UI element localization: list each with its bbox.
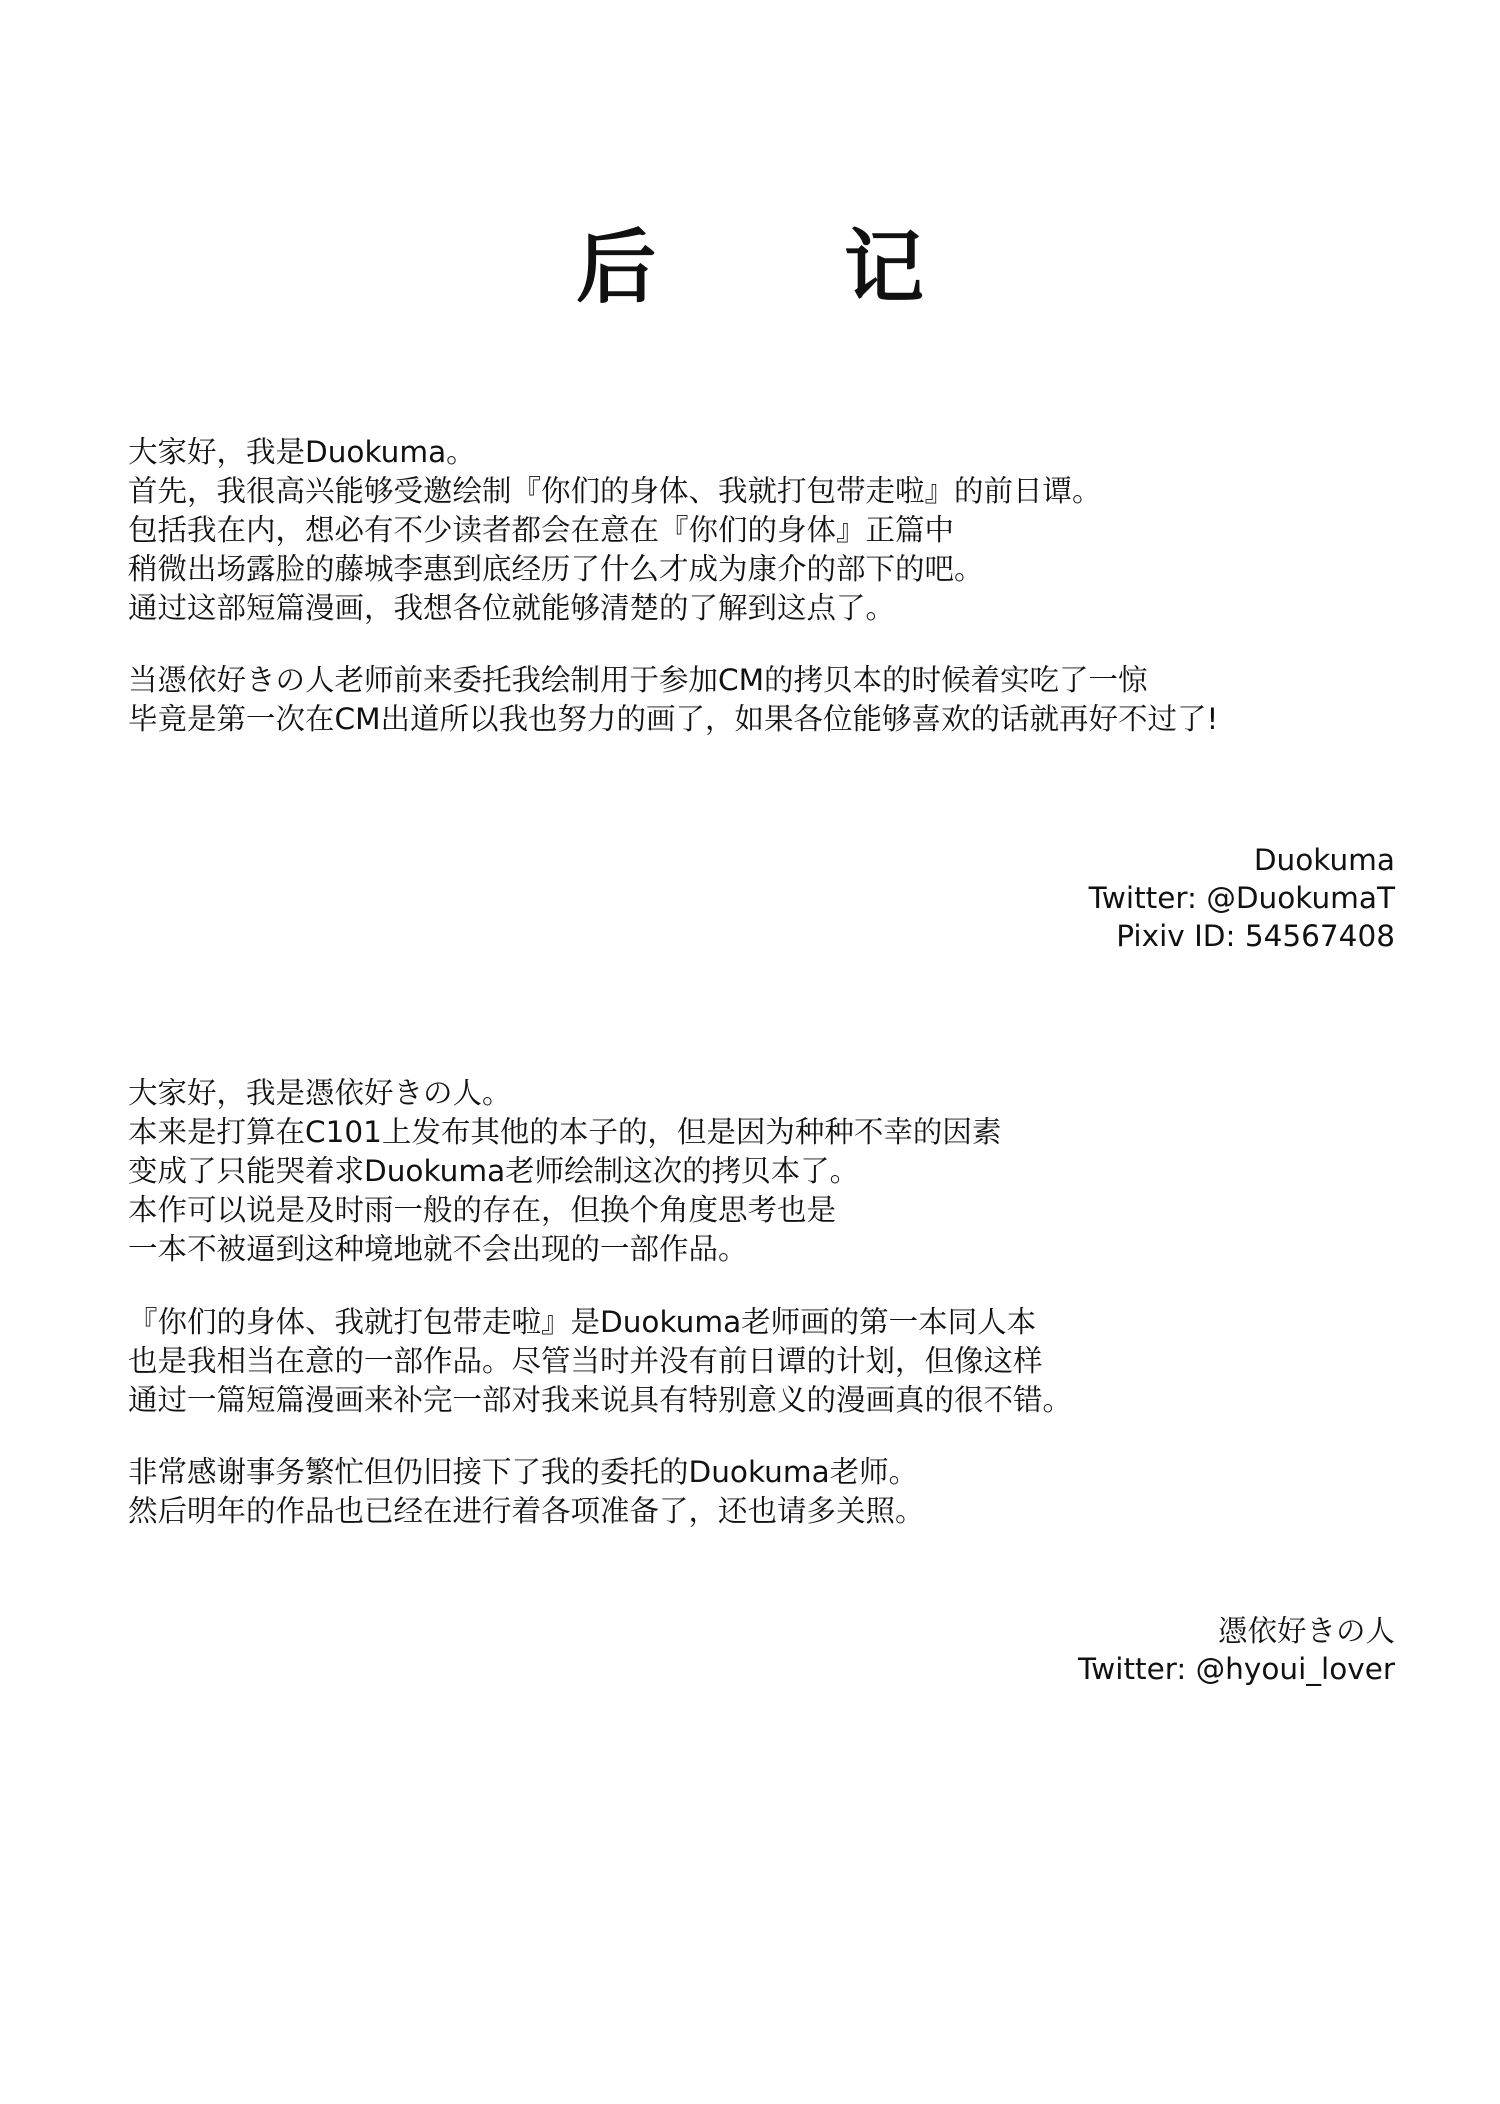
signature-duokuma: [1089, 841, 1395, 955]
text-line: 当憑依好きの人老师前来委托我绘制用于参加CM的拷贝本的时候着实吃了一惊: [128, 663, 1148, 697]
signature-pixiv: Pixiv ID: 54567408: [1116, 919, 1395, 953]
text-line: 首先，我很高兴能够受邀绘制『你们的身体、我就打包带走啦』的前日谭。: [128, 474, 1102, 508]
signature-name: Duokuma: [1253, 843, 1395, 877]
text-line: 变成了只能哭着求Duokuma老师绘制这次的拷贝本了。: [128, 1154, 860, 1188]
text-line: 通过这部短篇漫画，我想各位就能够清楚的了解到这点了。: [128, 591, 896, 625]
thanks-paragraph-hyoui: [128, 1453, 1388, 1531]
signature-twitter: Twitter: @DuokumaT: [1088, 881, 1395, 915]
intro-paragraph-duokuma: [128, 433, 1388, 628]
text-line: 大家好，我是Duokuma。: [128, 435, 476, 469]
text-line: 非常感谢事务繁忙但仍旧接下了我的委托的Duokuma老师。: [128, 1455, 919, 1489]
text-line: 也是我相当在意的一部作品。尽管当时并没有前日谭的计划，但像这样: [128, 1344, 1043, 1378]
intro-paragraph-hyoui: [128, 1074, 1388, 1269]
commission-paragraph-duokuma: [128, 661, 1388, 739]
page-title: 后 记: [576, 221, 1004, 314]
text-line: 毕竟是第一次在CM出道所以我也努力的画了，如果各位能够喜欢的话就再好不过了!: [128, 702, 1219, 736]
text-line: 稍微出场露脸的藤城李惠到底经历了什么才成为康介的部下的吧。: [128, 552, 984, 586]
text-line: 本作可以说是及时雨一般的存在，但换个角度思考也是: [128, 1193, 837, 1227]
signature-twitter: Twitter: @hyoui_lover: [1078, 1652, 1395, 1686]
text-line: 包括我在内，想必有不少读者都会在意在『你们的身体』正篇中: [128, 513, 955, 547]
text-line: 大家好，我是憑依好きの人。: [128, 1076, 512, 1110]
text-line: 通过一篇短篇漫画来补完一部对我来说具有特别意义的漫画真的很不错。: [128, 1383, 1073, 1417]
signature-name: 憑依好きの人: [1217, 1614, 1395, 1648]
text-line: 『你们的身体、我就打包带走啦』是Duokuma老师画的第一本同人本: [128, 1305, 1037, 1339]
text-line: 一本不被逼到这种境地就不会出现的一部作品。: [128, 1232, 748, 1266]
text-line: 然后明年的作品也已经在进行着各项准备了，还也请多关照。: [128, 1494, 925, 1528]
signature-hyoui: [1078, 1612, 1395, 1688]
work-paragraph-hyoui: [128, 1303, 1388, 1420]
text-line: 本来是打算在C101上发布其他的本子的，但是因为种种不幸的因素: [128, 1115, 1002, 1149]
